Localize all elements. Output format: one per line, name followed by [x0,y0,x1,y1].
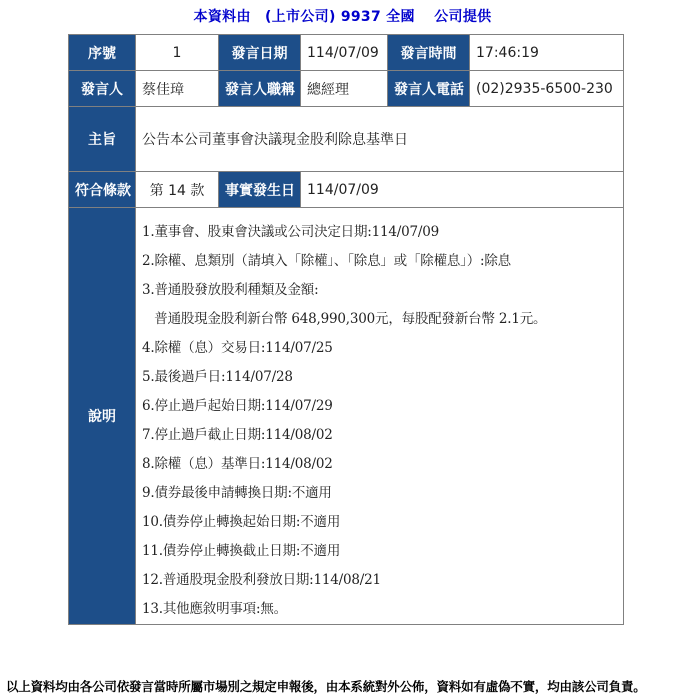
speaker-phone-label: 發言人電話 [388,71,470,107]
serial-label: 序號 [69,35,136,71]
event-date-value: 114/07/09 [301,172,624,208]
speaker-title-value: 總經理 [301,71,388,107]
description-line-9: 9.債券最後申請轉換日期:不適用 [142,485,332,501]
footer-disclaimer: 以上資料均由各公司依發言當時所屬市場別之規定申報後，由本系統對外公佈，資料如有虛偽不實，均由該公司負責。 [6,679,646,694]
clause-label: 符合條款 [69,172,136,208]
description-line-2: 2.除權、息類別（請填入「除權」、「除息」或「除權息」）:除息 [142,253,511,269]
date-value: 114/07/09 [301,35,388,71]
description-line-10: 10.債券停止轉換起始日期:不適用 [142,514,341,530]
event-date-label: 事實發生日 [219,172,301,208]
clause-value: 第 14 款 [136,172,219,208]
description-label: 說明 [69,208,136,625]
description-line-7: 7.停止過戶截止日期:114/08/02 [142,427,333,443]
speaker-title-label: 發言人職稱 [219,71,301,107]
row-description [69,208,624,625]
speaker-label: 發言人 [69,71,136,107]
row-subject [69,107,624,172]
description-line-12: 12.普通股現金股利發放日期:114/08/21 [142,572,381,588]
description-line-1: 1.董事會、股東會決議或公司決定日期:114/07/09 [142,224,440,240]
announcement-table [68,34,624,625]
subject-value: 公告本公司董事會決議現金股利除息基準日 [136,107,624,172]
description-line-3-detail: 普通股現金股利新台幣 648,990,300元，每股配發新台幣 2.1元。 [142,311,547,327]
description-line-3: 3.普通股發放股利種類及金額: [142,282,319,298]
description-line-8: 8.除權（息）基準日:114/08/02 [142,456,333,472]
speaker-phone-value: (02)2935-6500-230 [470,71,624,107]
time-value: 17:46:19 [470,35,624,71]
speaker-value: 蔡佳璋 [136,71,219,107]
date-label: 發言日期 [219,35,301,71]
description-line-6: 6.停止過戶起始日期:114/07/29 [142,398,333,414]
description-list [142,208,617,624]
description-line-13: 13.其他應敘明事項:無。 [142,601,287,617]
row-clause [69,172,624,208]
source-title: 本資料由 (上市公司) 9937 全國 公司提供 [193,9,492,25]
subject-label: 主旨 [69,107,136,172]
row-speaker [69,71,624,107]
description-line-5: 5.最後過戶日:114/07/28 [142,369,293,385]
row-serial-date-time [69,35,624,71]
time-label: 發言時間 [388,35,470,71]
serial-value: 1 [136,35,219,71]
description-line-4: 4.除權（息）交易日:114/07/25 [142,340,333,356]
description-line-11: 11.債券停止轉換截止日期:不適用 [142,543,341,559]
description-body [136,208,624,625]
